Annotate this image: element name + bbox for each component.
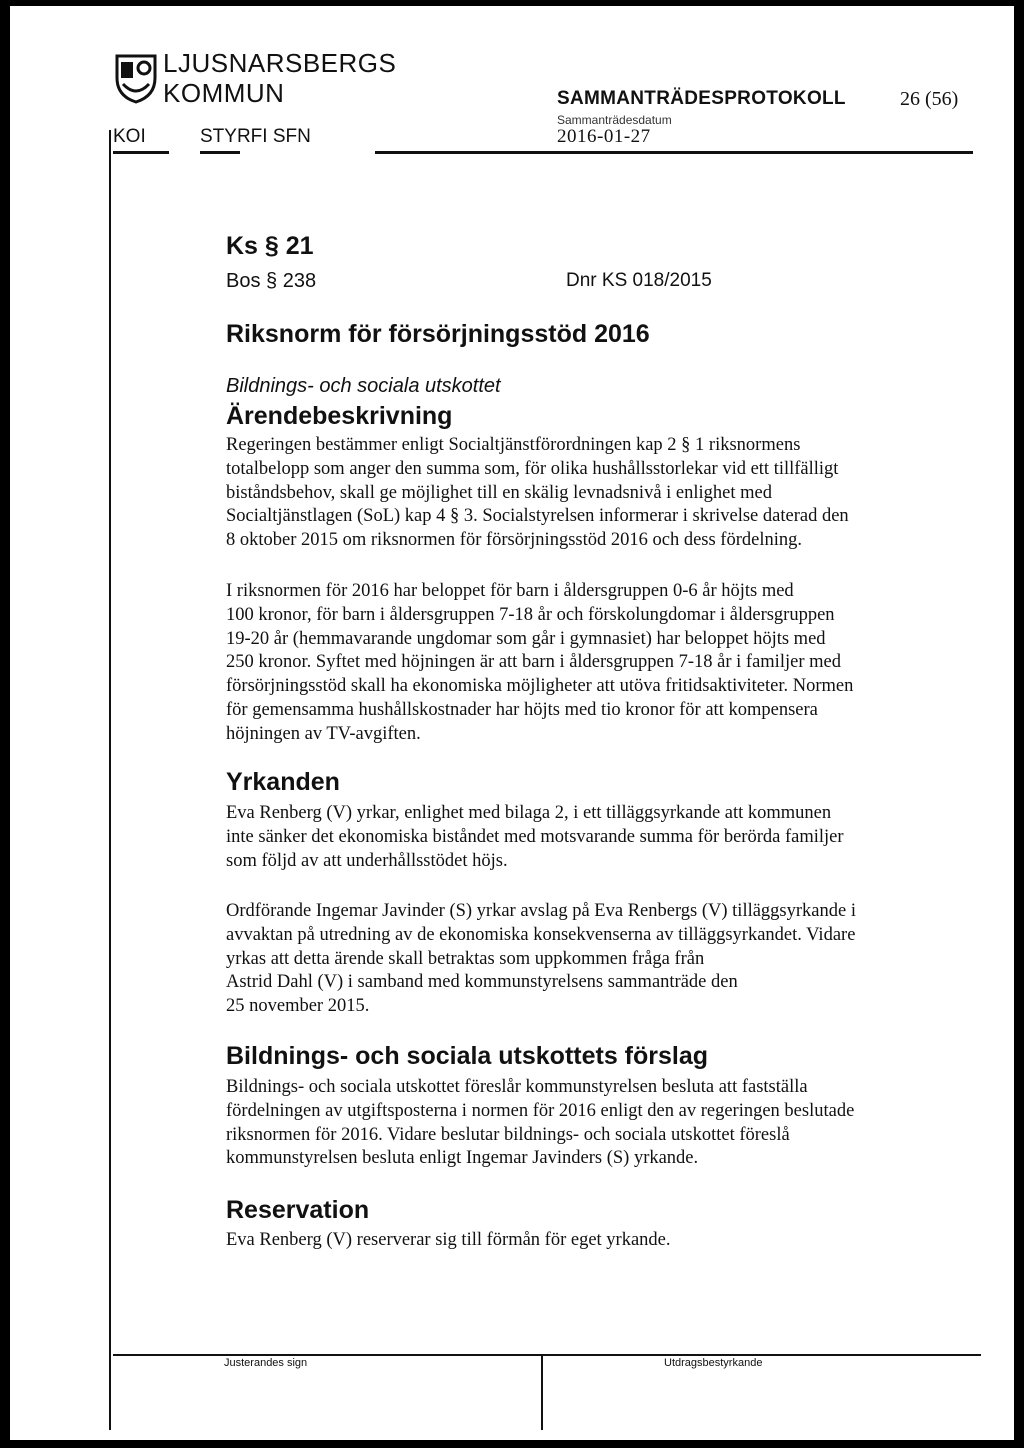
- text-line: försörjningsstöd skall ha ekonomiska möjligheter att utöva fritidsaktiviteter. Normen: [226, 676, 854, 697]
- scan-edge-left: [0, 0, 10, 1448]
- header-rule-main: [375, 151, 973, 154]
- yrkanden-paragraph-1: [226, 802, 916, 873]
- text-line: Ordförande Ingemar Javinder (S) yrkar avslag på Eva Renbergs (V) tilläggsyrkande i: [226, 901, 856, 921]
- forslag-paragraph: [226, 1076, 916, 1171]
- org-name-line2: KOMMUN: [163, 78, 285, 108]
- date-label: Sammanträdesdatum: [557, 113, 672, 127]
- text-line: Eva Renberg (V) reserverar sig till förmån för eget yrkande.: [226, 1230, 671, 1250]
- text-line: biståndsbehov, skall ge möjlighet till en skälig levnadsnivå i enlighet med: [226, 482, 772, 503]
- text-line: fördelningen av utgiftsposterna i normen för 2016 enligt den av regeringen beslutade: [226, 1100, 855, 1121]
- text-line: I riksnormen för 2016 har beloppet för barn i åldersgruppen 0-6 år höjts med: [226, 581, 794, 601]
- reservation-paragraph: [226, 1229, 916, 1253]
- organization-name: [163, 48, 396, 108]
- text-line: Socialtjänstlagen (SoL) kap 4 § 3. Socialstyrelsen informerar i skrivelse daterad den: [226, 506, 849, 527]
- yrkanden-paragraph-2: [226, 900, 916, 1019]
- scan-edge-right: [1014, 0, 1024, 1448]
- text-line: Eva Renberg (V) yrkar, enlighet med bilaga 2, i ett tilläggsyrkande att kommunen: [226, 803, 832, 823]
- committee-name: Bildnings- och sociala utskottet: [226, 375, 501, 397]
- org-name-line1: LJUSNARSBERGS: [163, 48, 397, 78]
- text-line: riksnormen för 2016. Vidare beslutar bildnings- och sociala utskottet föreslå: [226, 1124, 790, 1145]
- text-line: inte sänker det ekonomiska biståndet med motsvarande summa för berörda familjer: [226, 826, 844, 847]
- signatures-label: Justerandes sign: [224, 1357, 308, 1369]
- text-line: totalbelopp som anger den summa som, för olika hushållsstorlekar vid ett tillfälligt: [226, 458, 839, 479]
- header-rule-unit: [200, 151, 240, 154]
- yrkanden-heading: Yrkanden: [226, 768, 340, 796]
- case-title: Riksnorm för försörjningsstöd 2016: [226, 320, 650, 348]
- text-line: för gemensamma hushållskostnader har höjts med tio kronor för att kompensera: [226, 699, 818, 720]
- unit-label: STYRFI SFN: [200, 126, 311, 147]
- forslag-heading: Bildnings- och sociala utskottets förslag: [226, 1042, 709, 1070]
- text-line: höjningen av TV-avgiften.: [226, 723, 421, 744]
- text-line: kommunstyrelsen besluta enligt Ingemar Javinders (S) yrkande.: [226, 1148, 699, 1169]
- meeting-date: 2016-01-27: [557, 126, 651, 147]
- left-margin-line: [109, 130, 111, 1430]
- bos-paragraph-number: Bos § 238: [226, 270, 317, 292]
- scan-edge-bottom: [0, 1440, 1024, 1448]
- municipal-crest-icon: [113, 52, 159, 104]
- page-number: 26 (56): [900, 88, 959, 110]
- reservation-heading: Reservation: [226, 1196, 370, 1224]
- case-number: Dnr KS 018/2015: [566, 270, 712, 291]
- scan-edge-top: [0, 0, 1024, 6]
- text-line: 100 kronor, för barn i åldersgruppen 7-18 år och förskolungdomar i åldersgruppen: [226, 604, 835, 625]
- arende-paragraph-2: [226, 580, 916, 747]
- text-line: Astrid Dahl (V) i samband med kommunstyrelsens sammanträde den: [226, 972, 738, 993]
- text-line: avvaktan på utredning av de ekonomiska konsekvenserna av tilläggsyrkandet. Vidare: [226, 924, 856, 945]
- protocol-title: SAMMANTRÄDESPROTOKOLL: [557, 88, 846, 109]
- text-line: 25 november 2015.: [226, 996, 370, 1017]
- text-line: 19-20 år (hemmavarande ungdomar som går i gymnasiet) har beloppet höjts med: [226, 628, 826, 649]
- text-line: 8 oktober 2015 om riksnormen för försörjningsstöd 2016 och dess fördelning.: [226, 530, 802, 551]
- arende-heading: Ärendebeskrivning: [226, 402, 453, 430]
- text-line: Regeringen bestämmer enligt Socialtjänstförordningen kap 2 § 1 riksnormens: [226, 435, 801, 455]
- unit-left-label: KOI: [113, 126, 146, 147]
- footer-rule: [113, 1354, 981, 1356]
- header-rule-left: [113, 151, 169, 154]
- arende-paragraph-1: [226, 434, 916, 553]
- ks-paragraph-number: Ks § 21: [226, 232, 314, 260]
- text-line: Bildnings- och sociala utskottet föreslår kommunstyrelsen besluta att fastställa: [226, 1077, 808, 1097]
- text-line: yrkas att detta ärende skall betraktas som uppkommen fråga från: [226, 948, 705, 969]
- footer-divider: [541, 1354, 543, 1430]
- text-line: som följd av att underhållsstödet höjs.: [226, 850, 508, 871]
- text-line: 250 kronor. Syftet med höjningen är att barn i åldersgruppen 7-18 år i familjer med: [226, 652, 841, 673]
- extract-certification-label: Utdragsbestyrkande: [664, 1357, 763, 1369]
